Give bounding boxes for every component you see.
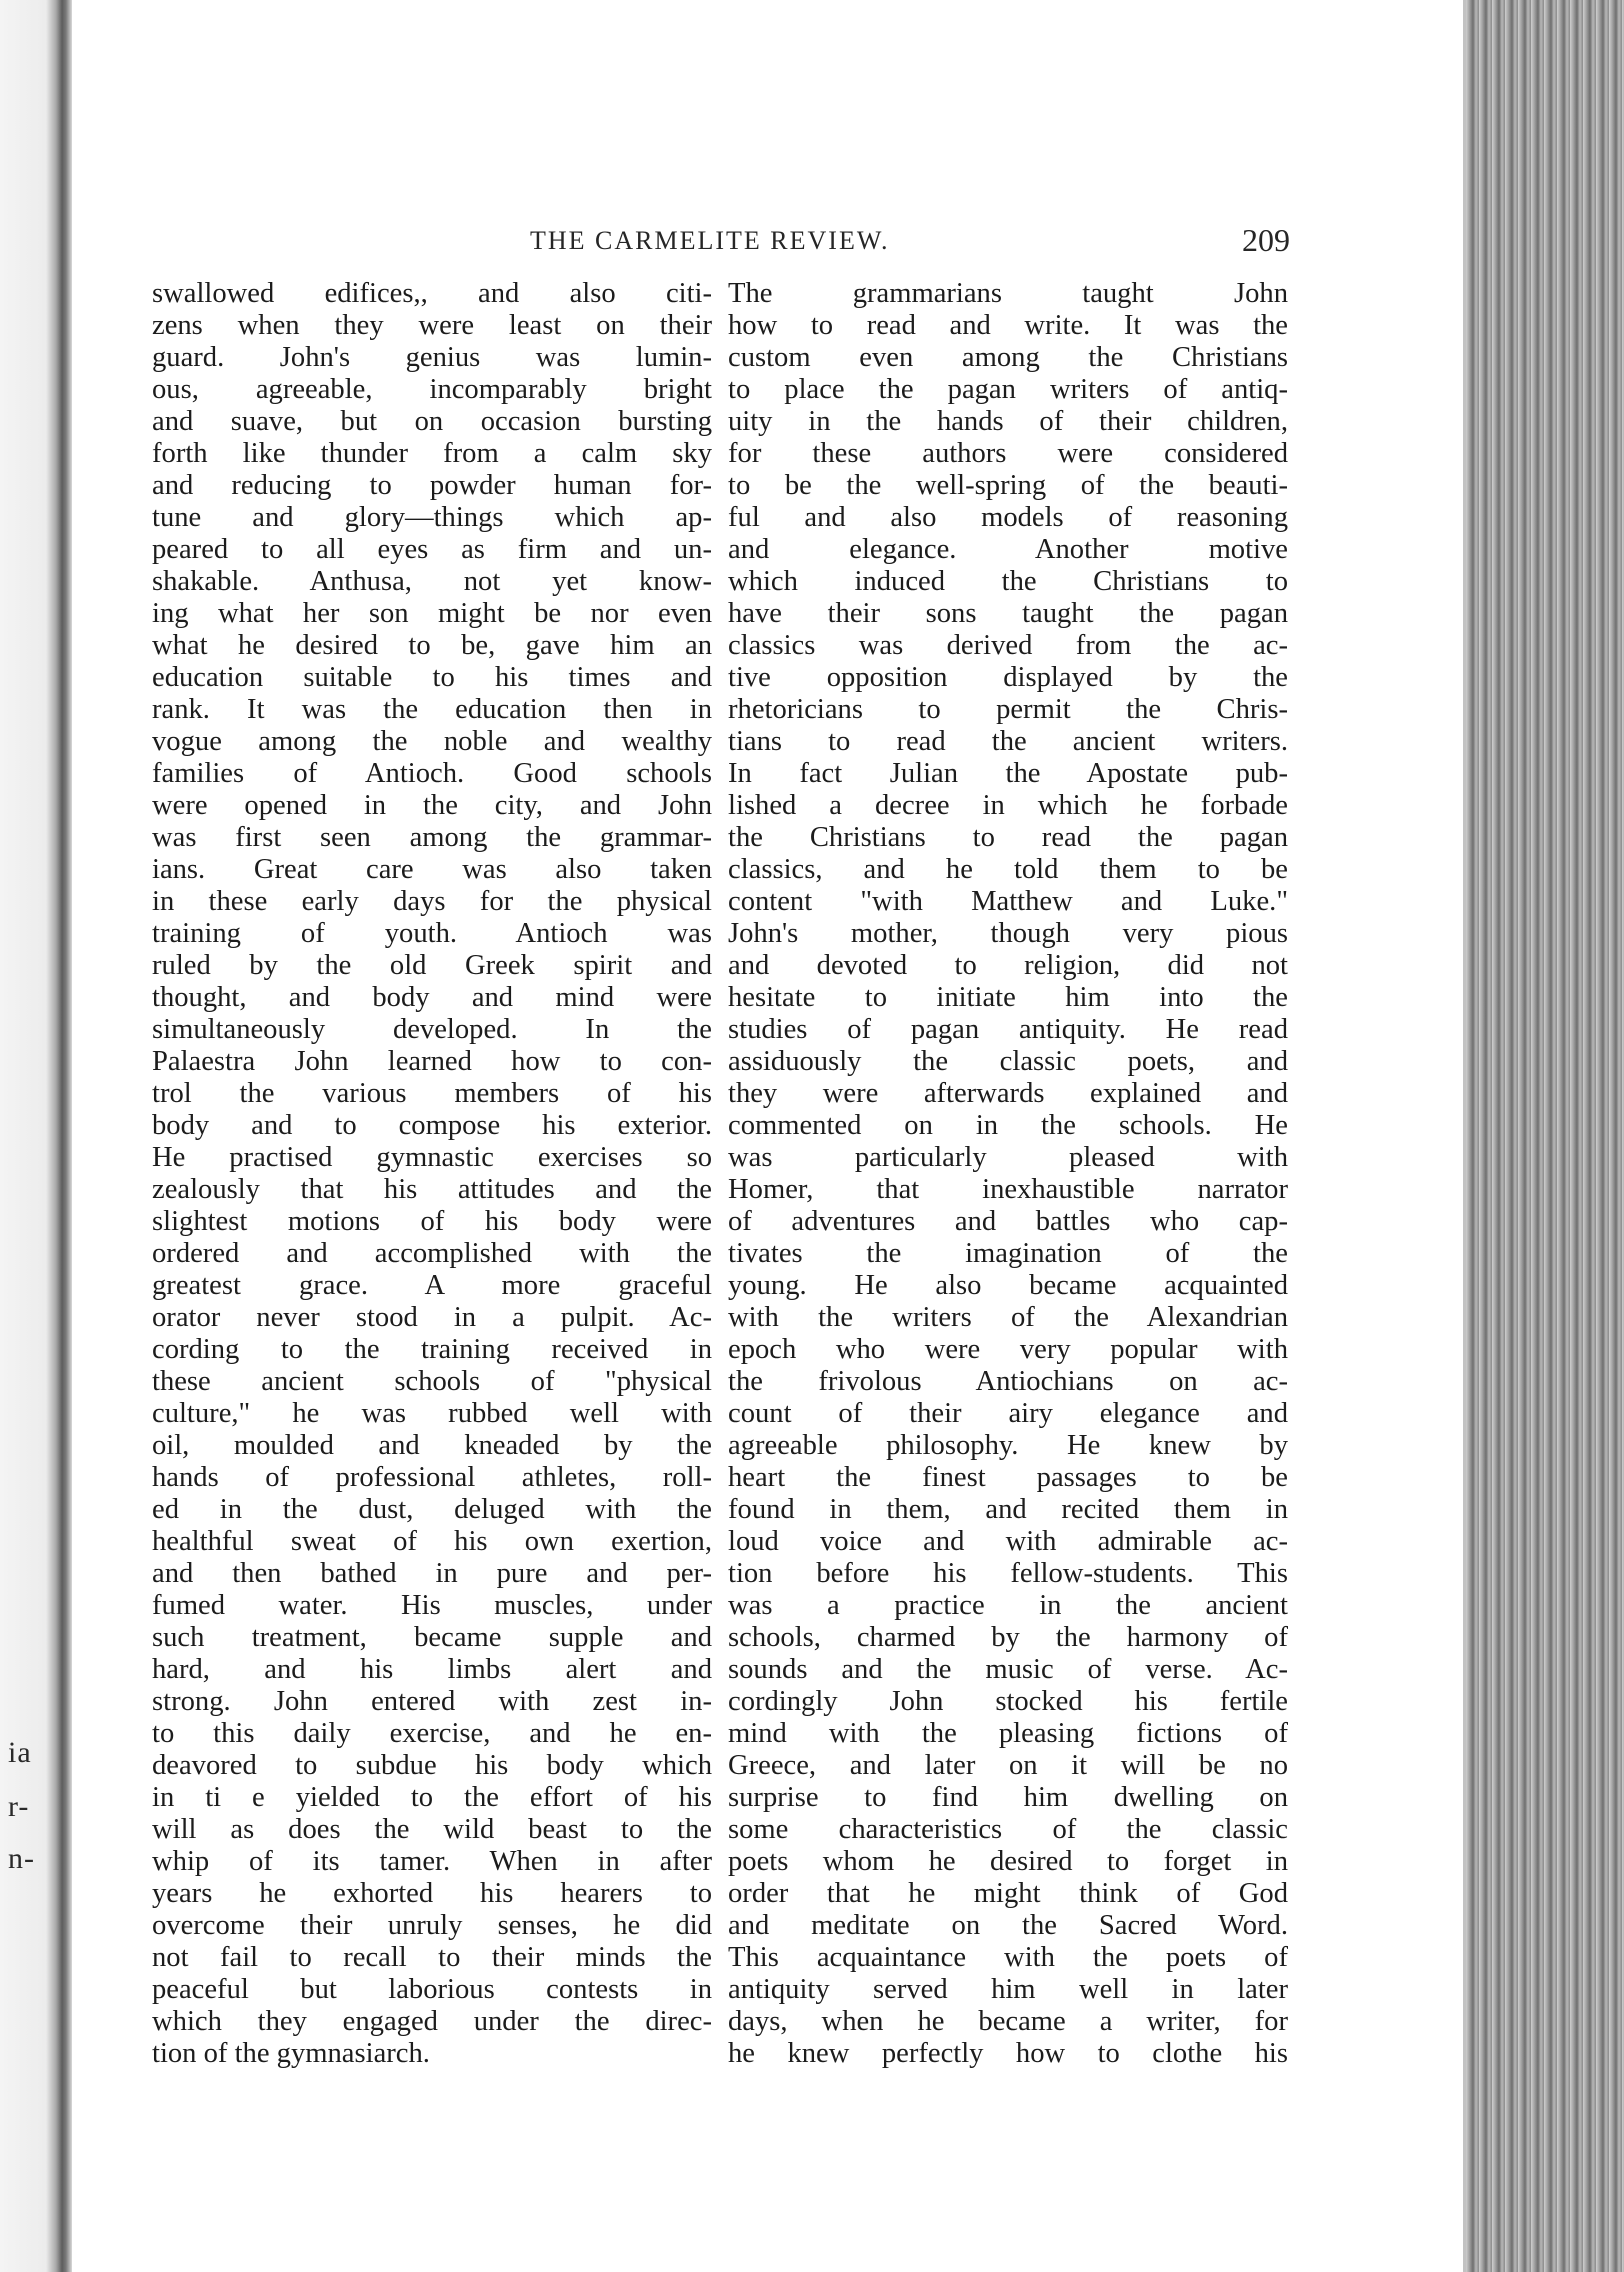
text-line: order that he might think of God [728, 1878, 1288, 1909]
text-line: antiquity served him well in later [728, 1974, 1288, 2005]
text-line: education suitable to his times and [152, 662, 712, 693]
text-line: tion of the gymnasiarch. [152, 2038, 430, 2069]
text-line: mind with the pleasing fictions of [728, 1718, 1288, 1749]
text-line: ordered and accomplished with the [152, 1238, 712, 1269]
text-line: studies of pagan antiquity. He read [728, 1014, 1288, 1045]
text-line: for these authors were considered [728, 438, 1288, 469]
text-line: content "with Matthew and Luke." [728, 886, 1288, 917]
text-line: tion before his fellow-students. This [728, 1558, 1288, 1589]
text-line: tune and glory—things which ap- [152, 502, 712, 533]
text-line: tive opposition displayed by the [728, 662, 1288, 693]
text-line: rhetoricians to permit the Chris- [728, 694, 1288, 725]
text-line: vogue among the noble and wealthy [152, 726, 712, 757]
text-line: This acquaintance with the poets of [728, 1942, 1288, 1973]
text-line: zens when they were least on their [152, 310, 712, 341]
text-line: what he desired to be, gave him an [152, 630, 712, 661]
text-line: which induced the Christians to [728, 566, 1288, 597]
text-line: young. He also became acquainted [728, 1270, 1288, 1301]
margin-fragment: ia [8, 1736, 32, 1769]
text-line: uity in the hands of their children, [728, 406, 1288, 437]
text-line: was a practice in the ancient [728, 1590, 1288, 1621]
text-line: count of their airy elegance and [728, 1398, 1288, 1429]
text-line: not fail to recall to their minds the [152, 1942, 712, 1973]
text-line: these ancient schools of "physical [152, 1366, 712, 1397]
text-line: surprise to find him dwelling on [728, 1782, 1288, 1813]
text-line: hard, and his limbs alert and [152, 1654, 712, 1685]
text-line: will as does the wild beast to the [152, 1814, 712, 1845]
page-edge-stack [1463, 0, 1624, 2272]
text-line: were opened in the city, and John [152, 790, 712, 821]
text-line: which they engaged under the direc- [152, 2006, 712, 2037]
text-line: was first seen among the grammar- [152, 822, 712, 853]
text-line: agreeable philosophy. He knew by [728, 1430, 1288, 1461]
text-line: greatest grace. A more graceful [152, 1270, 712, 1301]
text-line: He practised gymnastic exercises so [152, 1142, 712, 1173]
text-line: classics was derived from the ac- [728, 630, 1288, 661]
text-line: fumed water. His muscles, under [152, 1590, 712, 1621]
text-line: swallowed edifices,, and also citi- [152, 278, 712, 309]
text-line: ful and also models of reasoning [728, 502, 1288, 533]
text-line: the frivolous Antiochians on ac- [728, 1366, 1288, 1397]
text-line: was particularly pleased with [728, 1142, 1288, 1173]
text-column-left [152, 278, 712, 2070]
text-line: heart the finest passages to be [728, 1462, 1288, 1493]
text-line: simultaneously developed. In the [152, 1014, 712, 1045]
text-line: forth like thunder from a calm sky [152, 438, 712, 469]
text-line: to place the pagan writers of antiq- [728, 374, 1288, 405]
text-line: cording to the training received in [152, 1334, 712, 1365]
text-line: ians. Great care was also taken [152, 854, 712, 885]
binding-gutter [0, 0, 72, 2272]
text-line: with the writers of the Alexandrian [728, 1302, 1288, 1333]
margin-fragment: r- [8, 1790, 30, 1823]
text-line: orator never stood in a pulpit. Ac- [152, 1302, 712, 1333]
text-line: have their sons taught the pagan [728, 598, 1288, 629]
running-title: THE CARMELITE REVIEW. [530, 226, 890, 255]
text-line: found in them, and recited them in [728, 1494, 1288, 1525]
text-line: Palaestra John learned how to con- [152, 1046, 712, 1077]
text-line: body and to compose his exterior. [152, 1110, 712, 1141]
text-column-right [728, 278, 1288, 2070]
text-line: families of Antioch. Good schools [152, 758, 712, 789]
text-line: and suave, but on occasion bursting [152, 406, 712, 437]
text-line: how to read and write. It was the [728, 310, 1288, 341]
text-line: thought, and body and mind were [152, 982, 712, 1013]
text-line: strong. John entered with zest in- [152, 1686, 712, 1717]
text-line: overcome their unruly senses, he did [152, 1910, 712, 1941]
text-line: epoch who were very popular with [728, 1334, 1288, 1365]
text-line: tivates the imagination of the [728, 1238, 1288, 1269]
text-line: classics, and he told them to be [728, 854, 1288, 885]
text-line: shakable. Anthusa, not yet know- [152, 566, 712, 597]
text-line: ruled by the old Greek spirit and [152, 950, 712, 981]
text-line: rank. It was the education then in [152, 694, 712, 725]
text-line: slightest motions of his body were [152, 1206, 712, 1237]
text-line: peared to all eyes as firm and un- [152, 534, 712, 565]
text-line: Greece, and later on it will be no [728, 1750, 1288, 1781]
text-line: cordingly John stocked his fertile [728, 1686, 1288, 1717]
text-line: whip of its tamer. When in after [152, 1846, 712, 1877]
text-line: deavored to subdue his body which [152, 1750, 712, 1781]
text-line: peaceful but laborious contests in [152, 1974, 712, 2005]
text-line: ous, agreeable, incomparably bright [152, 374, 712, 405]
text-line: commented on in the schools. He [728, 1110, 1288, 1141]
text-line: training of youth. Antioch was [152, 918, 712, 949]
text-line: zealously that his attitudes and the [152, 1174, 712, 1205]
text-line: of adventures and battles who cap- [728, 1206, 1288, 1237]
margin-fragment: n- [8, 1842, 35, 1875]
text-line: they were afterwards explained and [728, 1078, 1288, 1109]
text-line: and devoted to religion, did not [728, 950, 1288, 981]
text-line: culture," he was rubbed well with [152, 1398, 712, 1429]
text-line: in these early days for the physical [152, 886, 712, 917]
text-line: assiduously the classic poets, and [728, 1046, 1288, 1077]
running-head [530, 222, 1290, 266]
text-line: hesitate to initiate him into the [728, 982, 1288, 1013]
text-line: tians to read the ancient writers. [728, 726, 1288, 757]
text-line: oil, moulded and kneaded by the [152, 1430, 712, 1461]
text-line: some characteristics of the classic [728, 1814, 1288, 1845]
text-line: years he exhorted his hearers to [152, 1878, 712, 1909]
text-line: schools, charmed by the harmony of [728, 1622, 1288, 1653]
text-line: lished a decree in which he forbade [728, 790, 1288, 821]
text-line: the Christians to read the pagan [728, 822, 1288, 853]
text-line: and reducing to powder human for- [152, 470, 712, 501]
text-line: he knew perfectly how to clothe his [728, 2038, 1288, 2069]
text-line: to be the well-spring of the beauti- [728, 470, 1288, 501]
text-line: Homer, that inexhaustible narrator [728, 1174, 1288, 1205]
text-line: in ti e yielded to the effort of his [152, 1782, 712, 1813]
page-number: 209 [1242, 222, 1290, 258]
text-line: and elegance. Another motive [728, 534, 1288, 565]
text-line: custom even among the Christians [728, 342, 1288, 373]
text-line: The grammarians taught John [728, 278, 1288, 309]
text-line: loud voice and with admirable ac- [728, 1526, 1288, 1557]
text-line: to this daily exercise, and he en- [152, 1718, 712, 1749]
text-line: poets whom he desired to forget in [728, 1846, 1288, 1877]
text-line: John's mother, though very pious [728, 918, 1288, 949]
text-line: hands of professional athletes, roll- [152, 1462, 712, 1493]
text-line: ed in the dust, deluged with the [152, 1494, 712, 1525]
text-line: healthful sweat of his own exertion, [152, 1526, 712, 1557]
text-line: ing what her son might be nor even [152, 598, 712, 629]
text-line: such treatment, became supple and [152, 1622, 712, 1653]
text-line: and meditate on the Sacred Word. [728, 1910, 1288, 1941]
text-line: sounds and the music of verse. Ac- [728, 1654, 1288, 1685]
text-line: and then bathed in pure and per- [152, 1558, 712, 1589]
text-line: trol the various members of his [152, 1078, 712, 1109]
text-line: days, when he became a writer, for [728, 2006, 1288, 2037]
text-line: guard. John's genius was lumin- [152, 342, 712, 373]
text-line: In fact Julian the Apostate pub- [728, 758, 1288, 789]
